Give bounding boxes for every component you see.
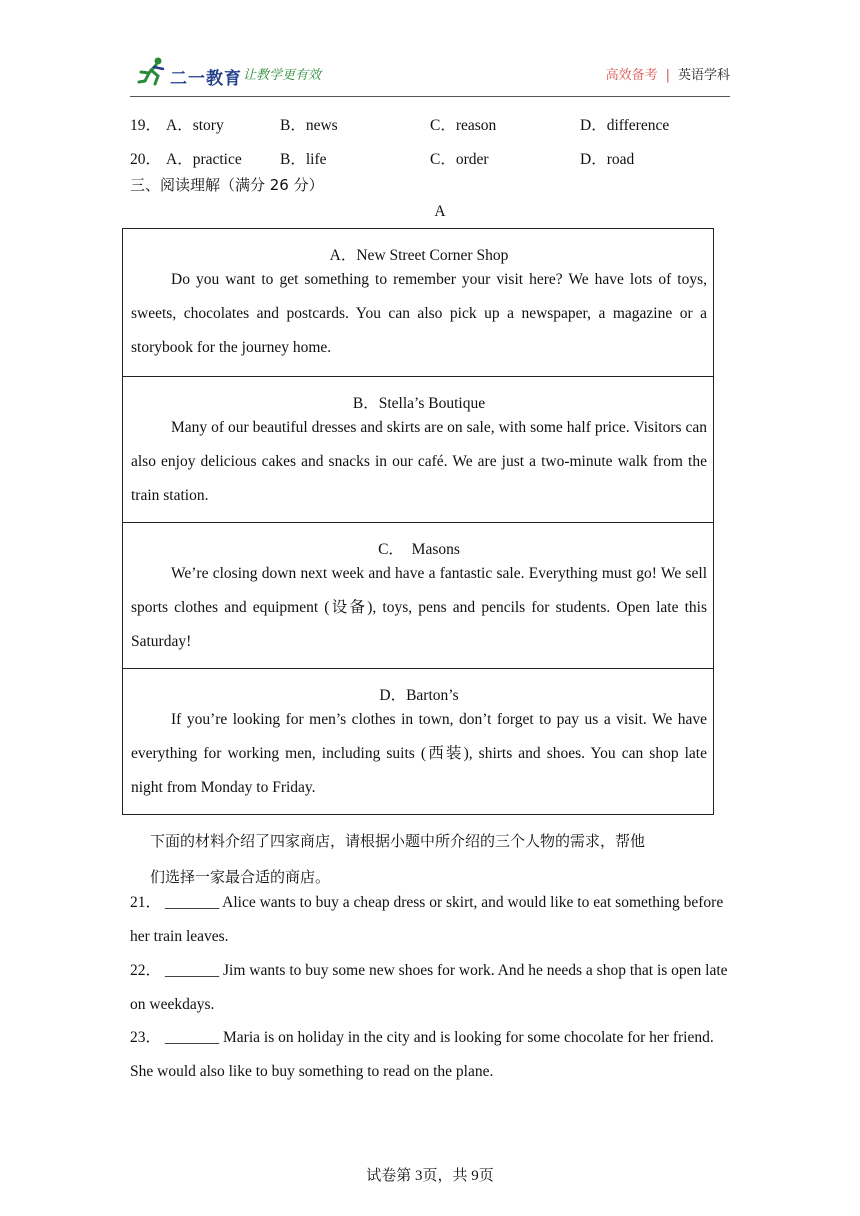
question-number: 23． [130, 1029, 162, 1046]
shop-description: Many of our beautiful dresses and skirts are on sale, with some half price. Visitors can also enjoy delicious cakes and snacks in our café. We are just a two-minute walk from the train station. [131, 419, 707, 504]
question-22 [130, 954, 730, 1022]
shop-description: Do you want to get something to remember your visit here? We have lots of toys, sweets, chocolates and postcards. You can also pick up a newspaper, a magazine or a storybook for the journey home. [131, 271, 707, 356]
option-row-19 [130, 113, 730, 135]
logo-text: 二一教育 [170, 69, 242, 89]
shop-title: D．Barton’s [379, 687, 459, 704]
option-b: B．life [280, 151, 327, 168]
shop-cell-a [123, 229, 713, 376]
page-footer: 试卷第 3页，共 9页 [366, 1168, 494, 1184]
header-tagline: 高效备考 [605, 68, 658, 83]
shops-table [122, 228, 714, 815]
option-d: D．road [580, 151, 635, 168]
shop-title: A．New Street Corner Shop [329, 247, 509, 264]
option-a: A．practice [166, 151, 242, 168]
question-text: Maria is on holiday in the city and is looking for some chocolate for her friend. She would also like to buy something to read on the plane. [130, 1029, 714, 1080]
shop-cell-c [123, 522, 713, 668]
option-b: B．news [280, 117, 338, 134]
page-header [130, 52, 730, 96]
question-23 [130, 1021, 730, 1089]
passage-label: A [434, 203, 446, 220]
option-row-20 [130, 147, 730, 169]
question-21 [130, 886, 730, 954]
header-separator: | [665, 68, 670, 83]
runner-logo-icon [136, 56, 170, 86]
option-c: C．order [430, 151, 489, 168]
option-d: D．difference [580, 117, 670, 134]
question-number: 22． [130, 962, 162, 979]
shop-title: B．Stella’s Boutique [352, 395, 486, 412]
shop-title: C． Masons [378, 541, 460, 558]
option-c: C．reason [430, 117, 497, 134]
question-number: 19． [130, 117, 162, 134]
answer-blank[interactable]: _______ [164, 894, 220, 911]
question-text: Jim wants to buy some new shoes for work. And he needs a shop that is open late on weekdays. [130, 962, 728, 1013]
header-subject: 英语学科 [677, 68, 730, 83]
question-number: 21． [130, 894, 162, 911]
answer-blank[interactable]: _______ [164, 1029, 220, 1046]
header-right [606, 64, 730, 83]
header-divider [130, 96, 730, 97]
instructions-line-1: 下面的材料介绍了四家商店，请根据小题中所介绍的三个人物的需求，帮他 [150, 832, 646, 850]
logo-slogan: 让教学更有效 [243, 68, 322, 83]
option-a: A．story [166, 117, 224, 134]
answer-blank[interactable]: _______ [164, 962, 220, 979]
question-number: 20． [130, 151, 162, 168]
shop-description: If you’re looking for men’s clothes in town, don’t forget to pay us a visit. We have everything for working men, including suits (西装), shirts and shoes. You can shop late night from Monday to Friday. [131, 711, 707, 796]
instructions-line-2: 们选择一家最合适的商店。 [150, 868, 331, 886]
shop-cell-b [123, 376, 713, 522]
section-title: 三、阅读理解（满分 26 分） [130, 176, 324, 194]
shop-cell-d [123, 668, 713, 814]
question-text: Alice wants to buy a cheap dress or skirt, and would like to eat something before her train leaves. [130, 894, 724, 945]
shop-description: We’re closing down next week and have a fantastic sale. Everything must go! We sell sports clothes and equipment (设备), toys, pens and pencils for students. Open late this Saturday! [131, 565, 707, 650]
